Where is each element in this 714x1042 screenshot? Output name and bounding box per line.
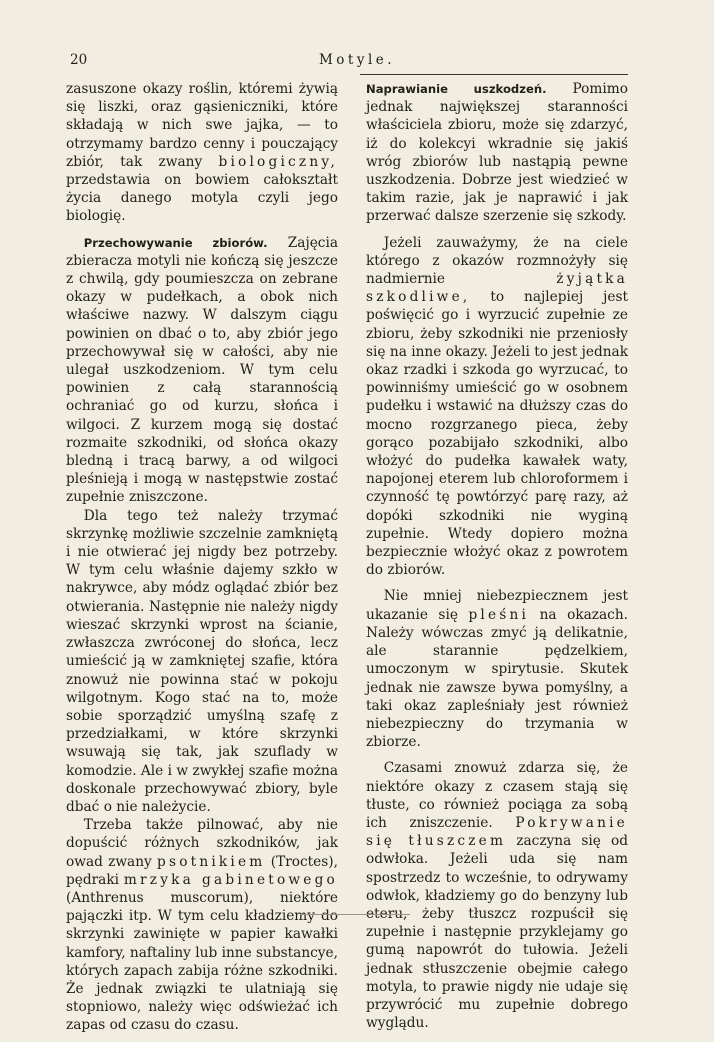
paragraph: Nie mniej niebezpiecznem jest ukazanie się pleśni na okazach. Należy wówczas zmyć ją delikatnie, ale starannie pędzelkiem, umoczonym w spirytusie. Skutek jednak nie zawsze bywa pomyślny, a taki okaz zapleśniały jest również niebezpieczny do trzymania w zbiorze.: [366, 588, 628, 751]
footer-rule: [300, 914, 410, 915]
section-heading: Naprawianie uszkodzeń.: [366, 82, 547, 96]
page-number: 20: [70, 52, 88, 68]
spaced-term: mrzyka gabinetowego: [123, 871, 338, 888]
section-heading: Przechowywanie zbiorów.: [83, 235, 268, 250]
paragraph: zasuszone okazy roślin, któremi żywią się liszki, oraz gąsieniczniki, które składają w nich swe jajka, — to otrzymamy bardzo cenny i pouczający zbiór, tak zwany biologiczny, przedstawia on bowiem całokształt życia danego motyla czyli jego biologię.: [66, 81, 338, 225]
spaced-term: biologiczny,: [218, 153, 338, 170]
paragraph: Czasami znowuż zdarza się, że niektóre okazy z czasem stają się tłuste, co również pociąga za sobą ich zniszczenie. Pokrywanie się tłuszczem zaczyna się od odwłoka. Jeżeli uda się nam spostrzedz to wcześnie, to odrywamy odwłok, kładziemy go do benzyny lub eteru, żeby tłuszcz rozpuścił się zupełnie i następnie przyklejamy go gumą napowrót do tułowia. Jeżeli jednak stłuszczenie obejmie całego motyla, to prawie nigdy nie udaje się przywrócić mu zupełnie dobrego wyglądu.: [366, 760, 628, 1032]
paragraph: Naprawianie uszkodzeń. Pomimo jednak największej staranności właściciela zbioru, może się zdarzyć, iż do kolekcyi wkradnie się jakiś wróg zbiorów lub nastąpią pewne uszkodzenia. Dobrze jest wiedzieć w takim razie, jak je naprawić i jak przerwać dalsze szerzenie się szkody.: [366, 81, 628, 225]
paragraph: Jeżeli zauważymy, że na ciele którego z okazów rozmnożyły się nadmiernie żyjątka szkodliwe, to najlepiej jest poświęcić go i wyrzucić zupełnie ze zbioru, żeby szkodniki nie przeniosły się na inne okazy. Jeżeli to jest jednak okaz rzadki i szkoda go wyrzucać, to powinniśmy umieścić go w osobnem pudełku i wstawić na dłuższy czas do mocno rozgrzanego pieca, żeby gorąco pozabijało szkodniki, albo włożyć do pudełka kawałek waty, napojonej eterem lub chloroformem i czynność tę powtórzyć parę razy, aż dopóki szkodniki nie wyginą zupełnie. Wtedy dopiero można bezpiecznie włożyć okaz z powrotem do zbiorów.: [366, 234, 628, 579]
running-head: Motyle.: [318, 52, 396, 68]
right-column: [366, 80, 628, 1032]
spaced-term: psotnikiem: [157, 853, 266, 870]
spaced-term: pleśni: [468, 606, 530, 623]
spaced-term: żyjątka szkodliwe,: [366, 271, 628, 306]
paragraph: Dla tego też należy trzymać skrzynkę możliwie szczelnie zamkniętą i nie otwierać jej nigdy bez potrzeby. W tym celu właśnie dajemy szkło w nakrywce, aby módz oglądać zbiór bez otwierania. Następnie nie należy nigdy wieszać skrzynki wprost na ścianie, zwłaszcza zwróconej do słońca, lecz umieścić ją w zamkniętej szafie, która znowuż nie powinna stać w pokoju wilgotnym. Kogo stać na to, może sobie sporządzić umyślną szafę z przedziałkami, w które skrzynki wsuwają się tak, jak szuflady w komodzie. Ale i w zwykłej szafie można doskonale przechowywać zbiory, byle dbać o nie należycie.: [66, 507, 338, 815]
paragraph: Przechowywanie zbiorów. Zajęcia zbieracza motyli nie kończą się jeszcze z chwilą, gdy poumieszcza on zebrane okazy w pudełkach, a obok nich właściwe nazwy. W dalszym ciągu powinien on dbać o to, aby zbiór jego przechowywał się w całości, aby nie ulegał uszkodzeniom. W tym celu powinien z całą starannością ochraniać go od kurzu, słońca i wilgoci. Z kurzem mogą się dostać rozmaite szkodniki, od słońca okazy bledną i tracą barwy, a od wilgoci pleśnieją i mogą w następstwie zostać zupełnie zniszczone.: [66, 234, 338, 506]
spaced-term: Pokrywanie się tłuszczem: [366, 814, 628, 850]
left-column: [66, 80, 338, 1035]
header-rule: [360, 74, 628, 75]
paragraph: Trzeba także pilnować, aby nie dopuścić różnych szkodników, jak owad zwany psotnikiem (Troctes), pędraki mrzyka gabinetowego (Anthrenus muscorum), niektóre pajączki itp. W tym celu kładziemy do skrzynki zawinięte w papier kawałki kamfory, naftaliny lub inne substancye, których zapach zabija różne szkodniki. Że jednak związki te ulatniają się stopniowo, należy więc odświeżać ich zapas od czasu do czasu.: [66, 817, 338, 1034]
